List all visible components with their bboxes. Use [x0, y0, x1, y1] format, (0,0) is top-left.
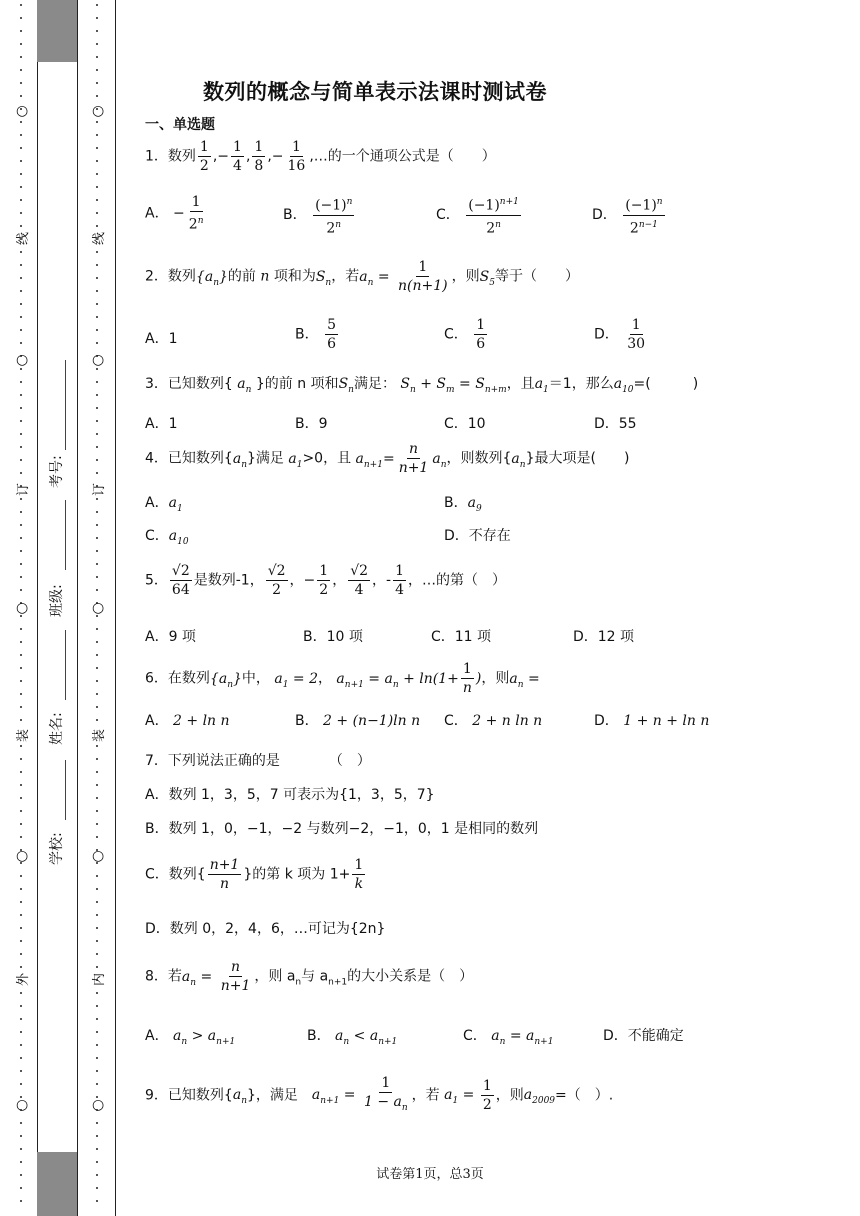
q8-option-a-label: A． [145, 1028, 169, 1044]
binding-dot [96, 30, 98, 32]
binding-dot [20, 173, 22, 175]
q9-stem-2: }，满足 [246, 1087, 298, 1104]
binding-dot [96, 940, 98, 942]
binding-dot [96, 1044, 98, 1046]
binding-dot [20, 940, 22, 942]
binding-dot [96, 472, 98, 474]
binding-dot [20, 1005, 22, 1007]
binding-dot [20, 1122, 22, 1124]
binding-dot [20, 407, 22, 409]
q5-stem-start: 5． [145, 572, 168, 589]
q1-option-d[interactable]: D． $\frac{(-1)^n}{2^{n-1}}$ [592, 193, 667, 237]
binding-dot [20, 368, 22, 370]
binding-dot [20, 342, 22, 344]
binding-dot [96, 329, 98, 331]
q2-option-d[interactable]: D． $\frac{1}{30}$ [594, 317, 646, 352]
binding-dot [96, 589, 98, 591]
binding-dot [20, 212, 22, 214]
outer-circle-1: ○ [16, 103, 29, 119]
q9-stem-end: =（ ）. [555, 1087, 614, 1104]
q1-stem-start: 1．数列 [145, 148, 196, 165]
q8-option-b[interactable]: B． $a_n < a_{n+1}$ [307, 1028, 398, 1047]
binding-dot [96, 901, 98, 903]
binding-dot [20, 771, 22, 773]
q4-option-c[interactable]: C．$a_{10}$ [145, 528, 189, 547]
binding-dot [96, 1031, 98, 1033]
binding-dot [96, 173, 98, 175]
binding-dot [20, 30, 22, 32]
binding-dot [20, 706, 22, 708]
binding-dot [96, 966, 98, 968]
field-name: 姓名: [49, 712, 65, 745]
inner-circle-4: ○ [92, 848, 105, 864]
grey-block-top [37, 0, 77, 62]
binding-dot [20, 160, 22, 162]
binding-dot [20, 1135, 22, 1137]
q1-option-a[interactable]: A． − $\frac{1}{2^n}$ [145, 194, 204, 233]
binding-dot [20, 719, 22, 721]
q8-stem-2: ，则 a [254, 968, 296, 985]
q2-option-b-label: B． [295, 326, 319, 343]
q1-term-4: $\frac{1}{16}$ [287, 139, 306, 174]
binding-dot [96, 875, 98, 877]
inner-circle-5: ○ [92, 1097, 105, 1113]
q6-option-b-label: B． [295, 713, 319, 729]
binding-dot [96, 147, 98, 149]
field-exam-number-line[interactable] [65, 360, 66, 450]
binding-dot [20, 628, 22, 630]
q1-option-c[interactable]: C． $\frac{(-1)^{n+1}}{2^n}$ [436, 193, 523, 237]
binding-dot [96, 134, 98, 136]
binding-dot [96, 758, 98, 760]
binding-dot [20, 511, 22, 513]
q7-option-d[interactable]: D．数列 0，2，4，6，…可记为{2n} [145, 921, 386, 937]
binding-dot [20, 303, 22, 305]
binding-dot [20, 550, 22, 552]
q5-stem-2: 是数列-1， [193, 572, 264, 589]
binding-dot [20, 1031, 22, 1033]
binding-dot [96, 992, 98, 994]
binding-dot [20, 459, 22, 461]
binding-dot [20, 264, 22, 266]
binding-dot [96, 1018, 98, 1020]
binding-dot [20, 56, 22, 58]
binding-dot [96, 459, 98, 461]
binding-dot [96, 745, 98, 747]
binding-dot [20, 901, 22, 903]
question-4: 4．已知数列$\{a_n\}$满足 $a_1>0$，且 $a_{n+1}=$ $\frac{n}{n+1}$ $a_n$，则数列$\{a_n\}$最大项是( ) [145, 441, 630, 476]
q4-stem-3: >0，且 [302, 450, 352, 467]
q5-option-b[interactable]: B．10 项 [303, 629, 363, 645]
binding-dot [96, 420, 98, 422]
inner-mark-inside: 内 [92, 972, 108, 987]
q6-stem-3: ， [317, 670, 332, 687]
binding-dot [20, 420, 22, 422]
q7-option-c-post: }的第 k 项为 1+ [243, 866, 351, 883]
binding-dot [96, 1122, 98, 1124]
q3-stem-2: }的前 n 项和 [255, 376, 339, 392]
binding-dot [20, 1083, 22, 1085]
binding-margin [0, 0, 118, 1216]
binding-dot [96, 69, 98, 71]
binding-dot [96, 641, 98, 643]
margin-line-1 [37, 0, 38, 1216]
q4-option-d[interactable]: D．不存在 [444, 528, 511, 544]
binding-dot [20, 1018, 22, 1020]
grey-block-bottom [37, 1152, 77, 1216]
q8-option-d[interactable]: D．不能确定 [603, 1028, 684, 1044]
binding-dot [96, 1005, 98, 1007]
binding-dot [96, 17, 98, 19]
outer-mark-outside: 外 [16, 972, 32, 987]
q4-option-a[interactable]: A．$a_1$ [145, 495, 183, 514]
binding-dot [96, 706, 98, 708]
binding-dot [20, 576, 22, 578]
q1-option-b-label: B． [283, 207, 307, 224]
outer-circle-3: ○ [16, 600, 29, 616]
binding-dot [96, 199, 98, 201]
binding-dot [20, 797, 22, 799]
binding-dot [96, 1057, 98, 1059]
binding-dot [20, 810, 22, 812]
binding-dot [20, 914, 22, 916]
q1-term-3: $\frac{1}{8}$ [254, 139, 264, 174]
binding-dot [96, 524, 98, 526]
binding-dot [20, 992, 22, 994]
q1-option-b[interactable]: B． $\frac{(-1)^n}{2^n}$ [283, 193, 356, 237]
q2-option-c[interactable]: C． $\frac{1}{6}$ [444, 317, 486, 352]
binding-dot [96, 277, 98, 279]
q1-term-2: $\frac{1}{4}$ [233, 139, 242, 174]
binding-dot [96, 498, 98, 500]
q8-option-a[interactable]: A． $a_n > a_{n+1}$ [145, 1028, 236, 1047]
field-school-line[interactable] [65, 760, 66, 820]
question-9: 9．已知数列$\{a_n\}$，满足 $a_{n+1}$ = $\frac{1}{1 - a_n}$ ，若 $a_1$ = $\frac{1}{2}$ ，则$a_{2009}=$（ ）. [145, 1075, 614, 1113]
q3-option-a[interactable]: A．1 [145, 416, 178, 432]
q3-stem-3: 满足： [353, 376, 396, 392]
q4-option-b-label: B． [444, 495, 468, 511]
binding-dot [96, 1083, 98, 1085]
q3-stem-4: ，且 [506, 376, 535, 392]
binding-dot [20, 381, 22, 383]
section-heading: 一、单选题 [145, 117, 215, 133]
binding-dot [96, 823, 98, 825]
binding-dot [96, 680, 98, 682]
inner-circle-2: ○ [92, 352, 105, 368]
q2-option-d-label: D． [594, 326, 619, 343]
binding-dot [20, 1148, 22, 1150]
binding-dot [96, 225, 98, 227]
binding-dot [20, 875, 22, 877]
binding-dot [20, 316, 22, 318]
binding-dot [96, 693, 98, 695]
q6-stem-start: 6．在数列 [145, 670, 210, 687]
binding-dot [20, 641, 22, 643]
q2-option-b[interactable]: B． $\frac{5}{6}$ [295, 317, 336, 352]
binding-dot [20, 225, 22, 227]
binding-dot [96, 511, 98, 513]
binding-dot [96, 43, 98, 45]
question-7: 7．下列说法正确的是 （ ） [145, 753, 371, 769]
binding-dot [20, 758, 22, 760]
q1-option-d-label: D． [592, 207, 617, 224]
q9-stem-3: ，若 [411, 1087, 440, 1104]
binding-dot [96, 654, 98, 656]
binding-dot [96, 121, 98, 123]
q1-option-a-label: A． [145, 205, 169, 222]
q3-stem-5: ＝1，那么 [548, 376, 614, 392]
binding-dot [96, 719, 98, 721]
q4-stem-end: }最大项是( ) [525, 450, 630, 467]
q5-option-a[interactable]: A．9 项 [145, 629, 196, 645]
q8-stem-end: 的大小关系是（ ） [347, 968, 474, 985]
q1-stem-end: ,…的一个通项公式是（ ） [309, 148, 496, 165]
binding-dot [96, 186, 98, 188]
binding-dot [96, 563, 98, 565]
binding-dot [20, 953, 22, 955]
binding-dot [96, 160, 98, 162]
q6-option-a-label: A． [145, 713, 169, 729]
binding-dot [20, 745, 22, 747]
q2-stem-3: 项和为 [273, 268, 316, 285]
binding-dot [20, 823, 22, 825]
question-6: 6．在数列$\{a_n\}$中， $a_1 = 2$， $a_{n+1} = a_n + \ln(1+$ $\frac{1}{n}$ )，则$a_n$ = [145, 661, 540, 696]
binding-dot [20, 654, 22, 656]
q4-option-b[interactable]: B．$a_9$ [444, 495, 482, 514]
question-2: 2．数列$\{a_n\}$的前 n 项和为$S_n$，若$a_n$ = $\frac{1}{n(n+1)}$ ，则$S_5$等于（ ） [145, 259, 579, 294]
binding-dot [20, 121, 22, 123]
q4-stem-4: ，则数列{ [446, 450, 512, 467]
binding-dot [96, 576, 98, 578]
page-title: 数列的概念与简单表示法课时测试卷 [203, 80, 547, 104]
q2-option-a[interactable]: A．1 [145, 331, 178, 347]
binding-dot [96, 797, 98, 799]
binding-dot [20, 69, 22, 71]
binding-dot [20, 43, 22, 45]
margin-line-3 [115, 0, 116, 1216]
binding-dot [96, 537, 98, 539]
binding-dot [96, 342, 98, 344]
binding-dot [20, 446, 22, 448]
field-exam-number: 考号: [49, 455, 65, 488]
binding-dot [20, 394, 22, 396]
q3-stem-start: 3．已知数列{ [145, 376, 233, 392]
q6-stem-2: 中， [241, 670, 270, 687]
q7-option-c[interactable]: C．数列{ $\frac{n+1}{n}$ }的第 k 项为 1+ $\frac{1}{k}$ [145, 857, 364, 892]
field-class: 班级: [49, 584, 65, 617]
binding-dot [20, 82, 22, 84]
q6-option-c-label: C． [444, 713, 468, 729]
q6-option-d-label: D． [594, 713, 619, 729]
q9-stem-start: 9．已知数列{ [145, 1087, 233, 1104]
binding-dot [96, 953, 98, 955]
binding-dot [20, 888, 22, 890]
q6-stem-4: ，则 [481, 670, 510, 687]
field-class-line[interactable] [65, 500, 66, 570]
q2-stem-end: 等于（ ） [494, 268, 579, 285]
binding-dot [20, 966, 22, 968]
binding-dot [20, 784, 22, 786]
q4-stem-start: 4．已知数列{ [145, 450, 233, 467]
binding-dot [96, 4, 98, 6]
q5-stem-end: ，…的第（ ） [408, 572, 507, 589]
binding-dot [96, 628, 98, 630]
binding-dot [96, 1148, 98, 1150]
binding-dot [96, 303, 98, 305]
q4-option-c-label: C． [145, 528, 169, 544]
binding-dot [20, 290, 22, 292]
binding-dot [96, 784, 98, 786]
q6-option-c[interactable]: C． 2 + n ln n [444, 713, 543, 729]
q3-stem-end: =( ) [633, 376, 699, 392]
field-school: 学校: [49, 832, 65, 865]
binding-dot [96, 407, 98, 409]
inner-mark-line: 线 [92, 231, 108, 246]
q8-option-b-label: B． [307, 1028, 331, 1044]
binding-dot [96, 368, 98, 370]
binding-dot [20, 1187, 22, 1189]
binding-dot [96, 316, 98, 318]
outer-mark-bind: 装 [16, 728, 32, 743]
binding-dot [96, 264, 98, 266]
binding-dot [20, 1070, 22, 1072]
binding-dot [20, 17, 22, 19]
binding-dot [20, 1200, 22, 1202]
q7-option-c-pre: C．数列{ [145, 866, 206, 883]
binding-dot [96, 927, 98, 929]
q8-option-c-label: C． [463, 1028, 487, 1044]
binding-dot [96, 251, 98, 253]
binding-dot [20, 134, 22, 136]
binding-dot [20, 680, 22, 682]
binding-dot [20, 927, 22, 929]
binding-dot [20, 1057, 22, 1059]
q3-option-c[interactable]: C．10 [444, 416, 486, 432]
binding-dot [20, 498, 22, 500]
q7-option-b[interactable]: B．数列 1，0，−1，−2 与数列−2，−1，0，1 是相同的数列 [145, 821, 539, 837]
q6-option-a[interactable]: A． 2 + ln n [145, 713, 230, 729]
inner-circle-3: ○ [92, 600, 105, 616]
binding-dot [96, 446, 98, 448]
q3-option-b[interactable]: B．9 [295, 416, 328, 432]
binding-dot [20, 589, 22, 591]
q5-stem-3: ， [372, 572, 387, 589]
binding-dot [96, 550, 98, 552]
binding-dot [96, 1187, 98, 1189]
q1-term-1: $\frac{1}{2}$ [199, 139, 209, 174]
q2-stem-4: ，若 [331, 268, 360, 285]
binding-dot [20, 693, 22, 695]
binding-dot [20, 1044, 22, 1046]
inner-mark-bind: 装 [92, 728, 108, 743]
binding-dot [96, 212, 98, 214]
binding-dot [96, 290, 98, 292]
binding-dot [96, 1135, 98, 1137]
binding-dot [96, 667, 98, 669]
page-footer: 试卷第1页，总3页 [376, 1167, 484, 1182]
outer-circle-2: ○ [16, 352, 29, 368]
binding-dot [20, 524, 22, 526]
binding-dot [96, 836, 98, 838]
binding-dot [20, 836, 22, 838]
binding-dot [96, 381, 98, 383]
binding-dot [20, 537, 22, 539]
q6-option-b[interactable]: B． 2 + (n−1)ln n [295, 713, 421, 729]
q8-stem-3: 与 a [301, 968, 329, 985]
q3-option-d[interactable]: D．55 [594, 416, 637, 432]
binding-dot [20, 433, 22, 435]
q4-stem-2: }满足 [246, 450, 284, 467]
binding-dot [20, 147, 22, 149]
q8-option-c[interactable]: C． $a_n = a_{n+1}$ [463, 1028, 554, 1047]
inner-circle-1: ○ [92, 103, 105, 119]
binding-dot [20, 95, 22, 97]
question-8: 8．若$a_n$ = $\frac{n}{n+1}$ ，则 $a_n$与 $a_{n+1}$的大小关系是（ ） [145, 959, 474, 994]
binding-dot [96, 95, 98, 97]
binding-dot [96, 394, 98, 396]
question-3: 3．已知数列{ $a_n$ }的前 n 项和$S_n$满足： $S_n + S_m = S_{n+m}$，且$a_1=1$，那么$a_{10}=$( ) [145, 376, 699, 395]
inner-mark-order: 订 [92, 482, 108, 497]
question-5: 5． $\frac{√2}{64}$ 是数列-1， $\frac{√2}{2}$ ，− $\frac{1}{2}$ ， $\frac{√2}{4}$ ，- $\frac{1}{4}$ ，…的第（ ） [145, 563, 507, 598]
q6-option-d[interactable]: D． 1 + n + ln n [594, 713, 710, 729]
q7-option-a[interactable]: A．数列 1，3，5，7 可表示为{1，3，5，7} [145, 787, 435, 803]
binding-dot [96, 914, 98, 916]
binding-dot [20, 472, 22, 474]
binding-dot [20, 277, 22, 279]
binding-dot [20, 199, 22, 201]
q8-stem-start: 8．若 [145, 968, 182, 985]
binding-dot [96, 771, 98, 773]
outer-mark-line: 线 [16, 231, 32, 246]
q2-stem-2: 的前 [227, 268, 256, 285]
binding-dot [20, 4, 22, 6]
binding-dot [20, 186, 22, 188]
binding-dot [96, 82, 98, 84]
binding-dot [96, 433, 98, 435]
q2-stem-5: ，则 [451, 268, 480, 285]
outer-circle-5: ○ [16, 1097, 29, 1113]
q4-option-a-label: A． [145, 495, 169, 511]
field-name-line[interactable] [65, 630, 66, 700]
margin-line-2 [77, 0, 78, 1216]
question-1: 1．数列 $\frac{1}{2}$ ,− $\frac{1}{4}$ , $\frac{1}{8}$ ,− $\frac{1}{16}$ ,…的一个通项公式是（ ） [145, 139, 496, 174]
q2-option-c-label: C． [444, 326, 468, 343]
q5-option-c[interactable]: C．11 项 [431, 629, 492, 645]
binding-dot [20, 563, 22, 565]
q9-stem-4: ，则 [495, 1087, 524, 1104]
q1-option-c-label: C． [436, 207, 460, 224]
binding-dot [96, 1200, 98, 1202]
binding-dot [96, 1070, 98, 1072]
q5-option-d[interactable]: D．12 项 [573, 629, 635, 645]
q2-stem-start: 2．数列 [145, 268, 196, 285]
outer-mark-order: 订 [16, 482, 32, 497]
binding-dot [96, 810, 98, 812]
binding-dot [96, 56, 98, 58]
binding-dot [96, 888, 98, 890]
binding-dot [20, 329, 22, 331]
binding-dot [20, 667, 22, 669]
binding-dot [20, 251, 22, 253]
outer-circle-4: ○ [16, 848, 29, 864]
